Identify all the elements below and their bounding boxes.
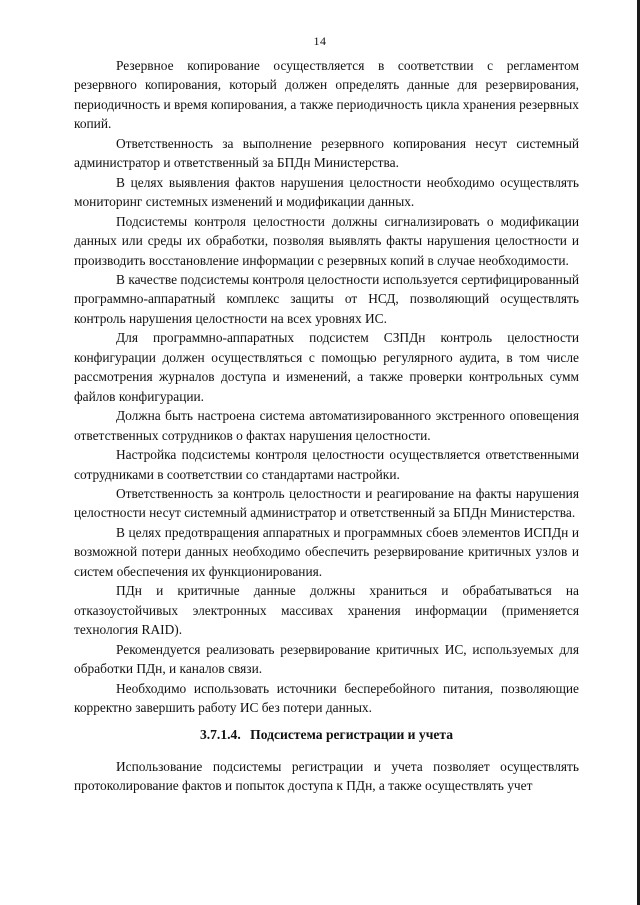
paragraph: Ответственность за контроль целостности и реагирование на факты нарушения целостности несут системный администратор и ответственный за БПДн Министерства. (74, 485, 579, 521)
paragraph: В целях предотвращения аппаратных и программных сбоев элементов ИСПДн и возможной потери данных необходимо обеспечить резервирование критичных узлов и систем обеспечения их функционирования. (74, 524, 579, 579)
paragraph: В целях выявления фактов нарушения целостности необходимо осуществлять мониторинг системных изменений и модификации данных. (74, 174, 579, 210)
page-number: 14 (313, 34, 327, 48)
paragraph: Резервное копирование осуществляется в соответствии с регламентом резервного копирования, который должен определять данные для резервирования, периодичность и время копирования, а также периодичность цикла хранения резервных копий. (74, 58, 579, 132)
paragraph: Рекомендуется реализовать резервирование критичных ИС, используемых для обработки ПДн, и каналов связи. (74, 641, 579, 677)
paragraph: Должна быть настроена система автоматизированного экстренного оповещения ответственных сотрудников о фактах нарушения целостности. (74, 408, 579, 443)
section-heading (74, 725, 579, 744)
paragraph: ПДн и критичные данные должны храниться и обрабатываться на отказоустойчивых электронных массивах хранения информации (применяется технология RAID). (74, 583, 579, 638)
paragraph: Необходимо использовать источники бесперебойного питания, позволяющие корректно завершить работу ИС без потери данных. (74, 680, 579, 715)
paragraph: Настройка подсистемы контроля целостности осуществляется ответственными сотрудниками в соответствии со стандартами настройки. (74, 447, 579, 482)
section-number: 3.7.1.4. (199, 727, 241, 743)
paragraph: В качестве подсистемы контроля целостности используется сертифицированный программно-аппаратный комплекс защиты от НСД, позволяющий осуществлять контроль нарушения целостности на всех уровнях ИС. (74, 271, 579, 326)
paragraph: Подсистемы контроля целостности должны сигнализировать о модификации данных или среды их обработки, позволяя выявлять факты нарушения целостности и производить восстановление информации с резервных копий в случае необходимости. (74, 213, 579, 268)
paragraph: Ответственность за выполнение резервного копирования несут системный администратор и ответственный за БПДн Министерства. (74, 135, 579, 171)
section-title: Подсистема регистрации и учета (250, 727, 454, 743)
paragraph: Для программно-аппаратных подсистем СЗПДн контроль целостности конфигурации должен осуществляться с помощью регулярного аудита, в том числе рассмотрения журналов доступа и изменений, а также проверки контрольных сумм файлов конфигурации. (74, 330, 579, 404)
document-body (74, 56, 579, 796)
paragraph: Использование подсистемы регистрации и учета позволяет осуществлять протоколирование фактов и попыток доступа к ПДн, а также осуществлять учет (74, 758, 579, 794)
